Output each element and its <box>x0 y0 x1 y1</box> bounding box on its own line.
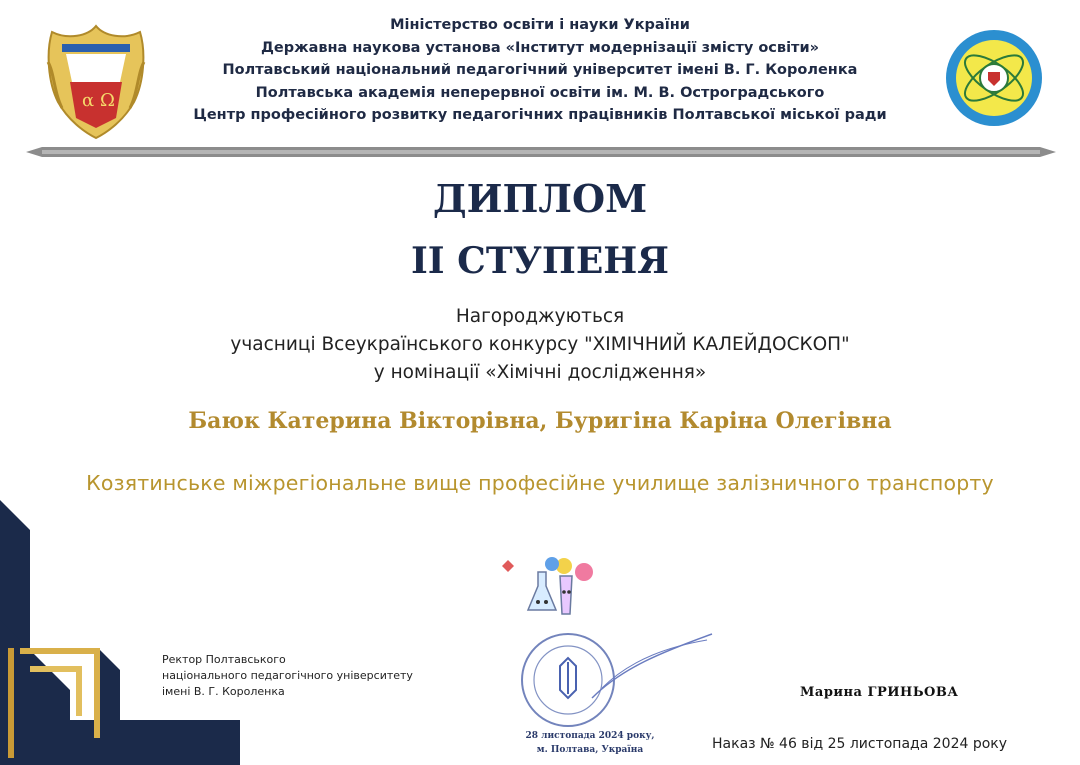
header-line: Міністерство освіти і науки України <box>390 17 690 33</box>
header-line: Полтавська академія неперервної освіти ім. М. В. Остроградського <box>255 84 825 101</box>
emblem-omega: Ω <box>100 90 115 111</box>
rector-line: національного педагогічного університету <box>162 669 413 682</box>
header-line: Полтавський національний педагогічний університет імені В. Г. Короленка <box>222 62 858 78</box>
rector-line: Ректор Полтавського <box>162 653 286 666</box>
rector-line: імені В. Г. Короленка <box>162 685 285 698</box>
award-line: Нагороджуються <box>455 306 625 327</box>
stamp-date-line: 28 листопада 2024 року, <box>525 731 655 741</box>
rector-title <box>162 652 413 700</box>
award-line: учасниці Всеукраїнського конкурсу "ХІМІЧНИЙ КАЛЕЙДОСКОП" <box>230 334 850 355</box>
emblem-alpha: α <box>82 90 95 111</box>
award-text <box>0 303 1080 387</box>
institution-name: Козятинське міжрегіональне вище професійне училище залізничного транспорту <box>86 471 994 495</box>
stamp-date <box>515 729 665 757</box>
signer-name: Марина ГРИНЬОВА <box>800 685 959 700</box>
chemistry-mascots-icon <box>502 556 594 624</box>
diploma-degree: ІІ СТУПЕНЯ <box>410 240 670 282</box>
methodology-center-logo-icon <box>944 28 1044 128</box>
diploma-title: ДИПЛОМ <box>432 176 648 221</box>
order-reference: Наказ № 46 від 25 листопада 2024 року <box>712 736 1008 752</box>
official-stamp-icon <box>512 628 732 738</box>
corner-decoration <box>0 500 250 765</box>
university-emblem-icon <box>44 22 148 140</box>
header-divider <box>26 144 1056 160</box>
recipient-names: Баюк Катерина Вікторівна, Буригіна Каріна Олегівна <box>188 408 892 434</box>
header-line: Державна наукова установа «Інститут модернізації змісту освіти» <box>261 39 819 56</box>
issuing-organizations <box>150 14 930 127</box>
award-line: у номінації «Хімічні дослідження» <box>373 362 707 383</box>
stamp-place-line: м. Полтава, Україна <box>536 745 644 755</box>
header-line: Центр професійного розвитку педагогічних працівників Полтавської міської ради <box>193 107 887 123</box>
